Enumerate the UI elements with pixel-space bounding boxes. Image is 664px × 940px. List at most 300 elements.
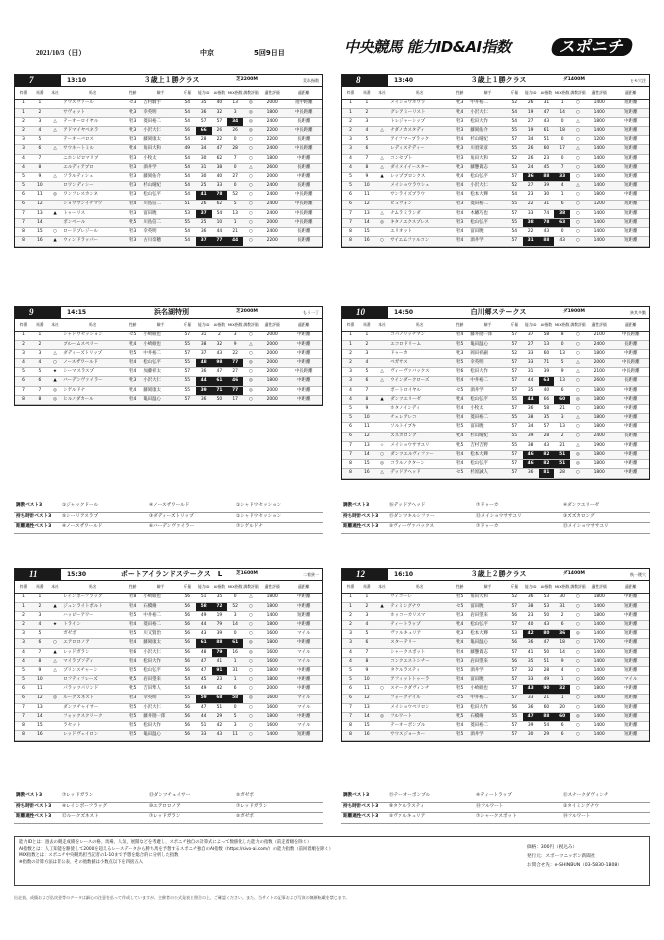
table-cell (375, 676, 390, 685)
race-number: 11 (15, 569, 61, 581)
table-cell[interactable]: レップブロンクス (389, 173, 450, 182)
table-cell: 1600 (259, 722, 286, 731)
table-cell[interactable]: ノースザワールド (62, 359, 123, 368)
table-cell: 88 (212, 639, 228, 648)
table-cell: ○ (570, 423, 586, 432)
table-cell[interactable]: ハッピーアワー (62, 611, 123, 620)
table-cell: 39 (539, 182, 555, 191)
table-cell[interactable]: フォークテイル (389, 694, 450, 703)
table-cell[interactable]: テーオーバロス (62, 136, 123, 145)
table-cell[interactable]: ロワンディシー (62, 182, 123, 191)
table-cell: △ (375, 469, 390, 478)
table-cell: 5 (15, 173, 32, 182)
table-cell: 牡5 (123, 611, 142, 620)
table-cell: 短距離 (286, 731, 323, 740)
table-cell: ○ (243, 145, 259, 154)
table-cell[interactable]: テーオーロイヤル (62, 117, 123, 126)
table-cell[interactable]: アフィットトゥーラ (389, 676, 450, 685)
table-cell: 中距離 (613, 460, 650, 469)
table-cell: 11 (32, 191, 48, 200)
table-cell: 中長距離 (286, 145, 323, 154)
table-cell: 小牧太 (142, 154, 178, 163)
table-cell[interactable]: ルークズネスト (62, 694, 123, 703)
table-cell: 33 (212, 182, 228, 191)
table-cell: 8 (342, 731, 359, 740)
table-cell: 52 (227, 191, 243, 200)
table-cell[interactable]: ヴィーヴァバックス (389, 368, 450, 377)
table-cell[interactable]: シーマスラスプ (62, 368, 123, 377)
table-cell: 7 (32, 386, 48, 395)
table-cell[interactable]: ニホンピロマリブ (62, 154, 123, 163)
table-row (342, 648, 649, 657)
table-cell: 4 (359, 127, 375, 136)
table-cell: 1800 (586, 611, 613, 620)
table-cell[interactable]: サイエムファルコン (389, 237, 450, 246)
table-cell: 牡6 (123, 648, 142, 657)
table-cell: 55 (506, 218, 523, 227)
table-cell (375, 722, 390, 731)
table-cell: 66 (539, 395, 555, 404)
entry-table (15, 319, 322, 405)
table-cell[interactable]: テーオーポンプル (389, 722, 450, 731)
table-cell: 57 (179, 349, 196, 358)
table-cell: 短距離 (613, 209, 650, 218)
table-cell: 菱田裕二 (142, 117, 178, 126)
table-cell: 33 (523, 694, 539, 703)
table-cell: 4 (342, 648, 359, 657)
table-cell: ○ (570, 611, 586, 620)
table-cell: 8 (15, 228, 32, 237)
table-cell: 52 (506, 99, 523, 108)
table-cell: 61 (212, 377, 228, 386)
table-cell: ◎ (243, 694, 259, 703)
table-cell[interactable]: シゲルドナ (62, 386, 123, 395)
table-cell: 57 (179, 331, 196, 340)
table-cell: 5 (342, 667, 359, 676)
race-card-12 (341, 568, 650, 742)
table-cell: 中長距離 (286, 368, 323, 377)
table-cell: 1 (342, 331, 359, 340)
table-cell[interactable]: ヴァルキュリア (389, 630, 450, 639)
table-cell: ○ (48, 639, 63, 648)
table-row (342, 469, 649, 478)
table-cell: 5 (15, 368, 32, 377)
table-cell[interactable]: アウスヴァール (62, 99, 123, 108)
table-cell[interactable]: サヴォット (62, 108, 123, 117)
table-cell[interactable]: ドゥーカ (389, 349, 450, 358)
table-cell: 短距離 (613, 228, 650, 237)
table-cell: 57 (506, 136, 523, 145)
table-cell (48, 630, 63, 639)
table-cell (375, 108, 390, 117)
table-cell: 1800 (586, 450, 613, 459)
table-cell: マイル (286, 694, 323, 703)
table-cell: ○ (570, 694, 586, 703)
table-cell: 2 (342, 127, 359, 136)
best3-picks (14, 792, 323, 824)
table-cell: 3 (342, 630, 359, 639)
table-cell[interactable]: フォックスクリーク (62, 712, 123, 721)
table-cell: 短距離 (613, 237, 650, 246)
table-cell: 2200 (259, 237, 286, 246)
table-cell: セ5 (450, 602, 469, 611)
table-cell[interactable]: ヴィゴーレ (389, 593, 450, 602)
table-cell[interactable]: トゥーリス (62, 209, 123, 218)
table-cell: 牝4 (450, 639, 469, 648)
table-cell: 1800 (586, 414, 613, 423)
table-cell: 55 (506, 441, 523, 450)
table-cell: 2400 (259, 209, 286, 218)
table-cell: 36 (196, 395, 212, 404)
table-cell: 47 (196, 703, 212, 712)
table-row (342, 731, 649, 740)
column-header: AI指数 (212, 581, 228, 593)
venue: 中京 (200, 49, 214, 57)
table-cell: 1400 (586, 630, 613, 639)
table-cell: 4 (554, 182, 570, 191)
table-cell: 2000 (259, 331, 286, 340)
table-cell[interactable]: タケルラスティ (389, 667, 450, 676)
pick-horse: ⑬メイショウササユリ (563, 524, 609, 530)
table-cell: 14 (32, 218, 48, 227)
pick-row (14, 803, 323, 814)
table-cell[interactable]: アイフマーブラック (389, 136, 450, 145)
table-cell: 54 (179, 237, 196, 246)
table-cell[interactable]: アドマイヤベネラ (62, 127, 123, 136)
table-cell[interactable]: ウィンドラッパー (62, 237, 123, 246)
table-cell: 2400 (259, 228, 286, 237)
table-cell[interactable]: デッドアヘッド (389, 469, 450, 478)
table-cell: 38 (523, 441, 539, 450)
table-cell[interactable]: ショウサンイチマツ (62, 200, 123, 209)
entry-table (342, 581, 649, 741)
table-cell[interactable]: シャークスポット (389, 648, 450, 657)
table-cell: 57 (506, 173, 523, 182)
table-cell: 58 (196, 602, 212, 611)
table-cell: 酒井学 (469, 237, 505, 246)
table-cell: ○ (243, 731, 259, 740)
table-cell: 55 (179, 359, 196, 368)
table-cell: ○ (570, 200, 586, 209)
table-cell[interactable]: レッドヴェイロン (62, 731, 123, 740)
table-cell (375, 630, 390, 639)
table-cell (375, 432, 390, 441)
table-cell: 17 (227, 395, 243, 404)
table-cell[interactable]: スターテリー (389, 639, 450, 648)
table-cell: ○ (570, 593, 586, 602)
table-cell: 44 (196, 377, 212, 386)
table-cell[interactable]: ラセット (62, 722, 123, 731)
table-cell[interactable]: トレジャーシップ (389, 117, 450, 126)
table-row (15, 218, 322, 227)
pick-horse: ③ダディーズトリップ (149, 513, 194, 519)
column-header: 適距離 (613, 87, 650, 99)
table-cell: 2 (359, 340, 375, 349)
table-cell: 98 (212, 359, 228, 368)
column-header: 騎手 (469, 319, 505, 331)
pick-horse: ⑬ダンツチェイサー (149, 793, 191, 799)
pick-horse: ④ダンツエリーゼ (563, 503, 600, 509)
table-cell: 46 (523, 450, 539, 459)
table-cell[interactable]: コンセプト (389, 154, 450, 163)
race-card-9 (14, 306, 323, 406)
table-cell[interactable]: サウスジョーカー (389, 731, 450, 740)
table-cell: △ (570, 145, 586, 154)
table-cell: 45 (539, 163, 555, 172)
table-cell[interactable]: ジュンライトボルト (62, 602, 123, 611)
table-cell: 54 (179, 685, 196, 694)
table-cell: ○ (243, 237, 259, 246)
table-cell: 16 (227, 648, 243, 657)
table-cell[interactable]: トライン (62, 621, 123, 630)
table-cell[interactable]: ヒルノダカール (62, 395, 123, 404)
table-cell[interactable]: スナークダヴィンチ (389, 685, 450, 694)
race-name: 白川郷ステークス (470, 308, 527, 316)
table-cell: 中距離 (286, 395, 323, 404)
table-row (15, 340, 322, 349)
table-cell[interactable]: ボンベール (62, 218, 123, 227)
table-cell[interactable]: ガゼボ (62, 630, 123, 639)
table-cell: 26 (212, 127, 228, 136)
table-cell[interactable]: ナムラミランダ (389, 209, 450, 218)
table-row (342, 349, 649, 358)
table-cell[interactable]: ビュヴォン (389, 200, 450, 209)
table-cell: 57 (506, 450, 523, 459)
table-cell: 牡6 (450, 368, 469, 377)
race-header (15, 75, 322, 87)
table-cell: 2000 (259, 173, 286, 182)
table-cell: 2 (554, 432, 570, 441)
table-cell: ◎ (48, 694, 63, 703)
table-cell: 牡4 (123, 359, 142, 368)
table-cell: △ (375, 154, 390, 163)
table-cell: 0 (554, 340, 570, 349)
table-cell: 0 (554, 228, 570, 237)
table-cell: 4 (342, 395, 359, 404)
column-header: 適性評価 (586, 87, 613, 99)
table-cell[interactable]: ベガサス (389, 359, 450, 368)
table-cell: 38 (523, 218, 539, 227)
table-cell[interactable]: パラッツパリンド (62, 685, 123, 694)
table-cell: 菱田裕二 (469, 414, 505, 423)
table-row (342, 237, 649, 246)
table-cell: 1 (342, 593, 359, 602)
table-cell: 3 (227, 108, 243, 117)
table-row (15, 182, 322, 191)
table-cell[interactable]: ソルトイブキ (389, 423, 450, 432)
table-cell: 41 (212, 657, 228, 666)
table-cell[interactable]: マイラプソディ (62, 657, 123, 666)
table-cell[interactable]: エコロドリーム (389, 340, 450, 349)
table-cell: 5 (359, 368, 375, 377)
table-cell[interactable]: プリンスチャーン (62, 667, 123, 676)
table-row (342, 423, 649, 432)
table-cell: 1400 (586, 218, 613, 227)
pick-horse: ⑤ヴァルキュリア (389, 814, 426, 820)
table-cell: 56 (179, 712, 196, 721)
table-cell: 松田大作 (142, 657, 178, 666)
table-cell: 82 (539, 450, 555, 459)
table-cell[interactable]: エリオット (389, 228, 450, 237)
table-cell[interactable]: ウインダークローズ (389, 377, 450, 386)
table-cell[interactable]: シャドウセッション (62, 331, 123, 340)
table-cell[interactable]: エルディアブロ (62, 163, 123, 172)
table-cell: △ (570, 182, 586, 191)
pick-label: 調教ベスト3 (343, 793, 370, 799)
table-cell[interactable]: ワンフレスカンネ (62, 191, 123, 200)
table-cell: 中距離 (613, 117, 650, 126)
table-cell: 幸英明 (469, 359, 505, 368)
table-cell: 43 (539, 441, 555, 450)
table-cell: 57 (506, 621, 523, 630)
table-cell: 松山弘平 (469, 218, 505, 227)
publication-logo: 中央競馬 能力ID&AI指数 (344, 38, 511, 56)
column-header: 適距離 (286, 87, 323, 99)
table-cell: 55 (506, 145, 523, 154)
table-cell[interactable]: ソラルティシュ (62, 173, 123, 182)
table-cell: 小沢大仁 (469, 182, 505, 191)
table-cell[interactable]: ダンツチャイサー (62, 703, 123, 712)
table-cell: 25 (196, 218, 212, 227)
table-cell: 富田暁 (469, 676, 505, 685)
table-cell: 44 (196, 621, 212, 630)
table-cell: 0 (227, 703, 243, 712)
table-cell: 16 (32, 731, 48, 740)
table-cell: 6 (342, 685, 359, 694)
table-cell: ○ (243, 218, 259, 227)
table-row (15, 145, 322, 154)
table-cell: 56 (506, 703, 523, 712)
table-cell[interactable]: メイショウラウシュ (389, 182, 450, 191)
table-cell[interactable]: ダンツエルヴィファー (389, 450, 450, 459)
table-cell: 57 (196, 117, 212, 126)
table-cell: 14 (32, 712, 48, 721)
table-cell: 57 (506, 460, 523, 469)
table-cell[interactable]: ティートラップ (389, 621, 450, 630)
table-cell: △ (48, 657, 63, 666)
pick-horse: ⑤ヴィーヴァバックス (389, 524, 435, 530)
column-header: 調教評価 (570, 581, 586, 593)
table-cell[interactable]: レインボーフラッグ (62, 593, 123, 602)
table-cell: 牡3 (123, 182, 142, 191)
column-header: 能力ID (523, 581, 539, 593)
table-cell[interactable]: キタノエクスプレス (389, 218, 450, 227)
table-cell: 1400 (586, 712, 613, 721)
table-cell (375, 621, 390, 630)
table-cell: 短距離 (613, 722, 650, 731)
table-cell: 牡5 (123, 667, 142, 676)
table-cell: 32 (523, 667, 539, 676)
pick-horse: ⑦レッドガラン (149, 814, 181, 820)
race-distance: 芝2000M (236, 309, 258, 315)
table-cell: 51 (212, 703, 228, 712)
table-cell: ○ (570, 173, 586, 182)
table-cell[interactable]: ナダノカスタディ (389, 127, 450, 136)
table-cell[interactable]: フルワート (389, 712, 450, 721)
table-cell[interactable]: レディステディー (389, 145, 450, 154)
table-cell: マイル (286, 657, 323, 666)
table-cell: 0 (554, 154, 570, 163)
table-cell[interactable]: ロードプレジール (62, 228, 123, 237)
table-cell[interactable]: ズズカロング (389, 432, 450, 441)
table-cell[interactable]: メイショウホウラ (389, 99, 450, 108)
table-cell: ▲ (48, 648, 63, 657)
table-cell: 中距離 (613, 450, 650, 459)
table-cell[interactable]: ホッコーカリスマ (389, 611, 450, 620)
table-cell: 牡3 (450, 611, 469, 620)
table-cell[interactable]: バーデンヴァイラー (62, 377, 123, 386)
table-cell[interactable]: コンクエストシチー (389, 657, 450, 666)
table-row (15, 703, 322, 712)
table-cell: 36 (523, 703, 539, 712)
table-cell[interactable]: ブルームスペリー (62, 340, 123, 349)
table-cell[interactable]: ダンツエリーゼ (389, 395, 450, 404)
table-cell[interactable]: グレアミーリスト (389, 108, 450, 117)
table-cell[interactable]: ボートロイヤル (389, 386, 450, 395)
table-row (342, 331, 649, 340)
table-cell[interactable]: ホタノインディ (389, 405, 450, 414)
table-cell: 短距離 (286, 611, 323, 620)
table-cell: 54 (179, 191, 196, 200)
table-cell: 9 (554, 657, 570, 666)
table-cell (48, 722, 63, 731)
table-cell[interactable]: チェレアレコ (389, 414, 450, 423)
table-cell: 2 (15, 340, 32, 349)
table-cell: 36 (523, 593, 539, 602)
table-cell[interactable]: レッドガラン (62, 648, 123, 657)
table-cell: 60 (539, 145, 555, 154)
table-cell: 7 (15, 209, 32, 218)
table-cell[interactable]: コパノリッチマン (389, 331, 450, 340)
table-cell: 30 (554, 593, 570, 602)
table-cell: 中距離 (613, 423, 650, 432)
column-header: 馬名 (389, 319, 450, 331)
table-row (15, 639, 322, 648)
table-cell[interactable]: サンライズブラウ (389, 191, 450, 200)
table-cell (48, 200, 63, 209)
table-cell: 27 (523, 117, 539, 126)
table-cell[interactable]: メイショウペリロン (389, 703, 450, 712)
table-cell[interactable]: ティミングナウ (389, 602, 450, 611)
table-cell (375, 136, 390, 145)
table-cell[interactable]: エアロロノア (62, 639, 123, 648)
table-cell: 56 (506, 639, 523, 648)
table-cell: 1400 (586, 99, 613, 108)
table-cell[interactable]: メイショウササユリ (389, 441, 450, 450)
table-cell: 長距離 (286, 182, 323, 191)
table-cell: 1400 (586, 154, 613, 163)
table-row (342, 685, 649, 694)
table-cell[interactable]: サウネートミル (62, 145, 123, 154)
table-cell: 6 (15, 685, 32, 694)
table-cell[interactable]: ダイメイイースター (389, 163, 450, 172)
table-cell (375, 228, 390, 237)
table-cell[interactable]: コラルノクターン (389, 460, 450, 469)
table-cell: △ (375, 163, 390, 172)
table-cell[interactable]: ダディーズトリップ (62, 349, 123, 358)
table-cell: 1 (554, 99, 570, 108)
table-cell: 4 (15, 657, 32, 666)
table-cell: 牡5 (123, 703, 142, 712)
column-header: 斤量 (179, 319, 196, 331)
table-cell: 牝3 (450, 145, 469, 154)
table-cell: 2 (32, 602, 48, 611)
table-cell: マイル (613, 676, 650, 685)
table-row (342, 460, 649, 469)
table-cell: 牡4 (123, 657, 142, 666)
table-cell[interactable]: ロフティフレーズ (62, 676, 123, 685)
table-cell: 中井裕二 (142, 349, 178, 358)
